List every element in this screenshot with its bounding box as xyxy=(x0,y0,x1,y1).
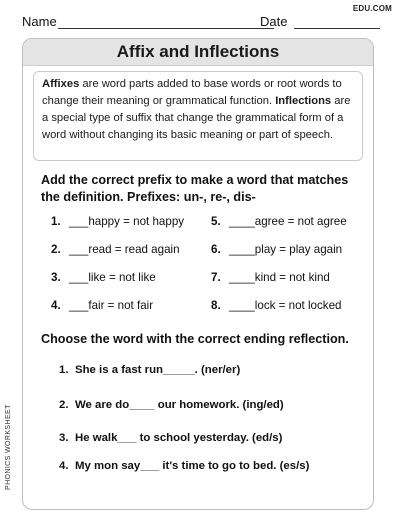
prefix-item xyxy=(51,299,153,312)
ending-item xyxy=(59,399,284,411)
prefix-item xyxy=(51,243,180,256)
prefix-item xyxy=(51,271,156,284)
item-number: 3. xyxy=(51,271,61,284)
brand-logo: EDU.COM xyxy=(352,4,392,13)
prefix-item xyxy=(211,299,341,312)
item-text: My mon say___ it's time to go to bed. (es/s) xyxy=(75,460,310,472)
item-number: 6. xyxy=(211,243,221,256)
item-number: 5. xyxy=(211,215,221,228)
item-number: 4. xyxy=(51,299,61,312)
ending-item xyxy=(59,364,240,376)
date-label: Date xyxy=(260,14,288,29)
prefix-item xyxy=(211,243,342,256)
name-label: Name xyxy=(22,14,57,29)
item-number: 1. xyxy=(51,215,61,228)
ending-item xyxy=(59,460,309,472)
name-line xyxy=(58,28,274,29)
item-text: ____agree = not agree xyxy=(229,215,347,228)
info-text-affixes: are word parts added to base words or root words to change their meaning or grammatical function. xyxy=(42,78,342,107)
item-number: 2. xyxy=(59,399,69,411)
item-text: ___fair = not fair xyxy=(69,299,154,312)
prefix-item xyxy=(211,215,347,228)
worksheet-title: Affix and Inflections xyxy=(23,39,373,66)
item-text: ____play = play again xyxy=(229,243,343,256)
item-text: She is a fast run_____. (ner/er) xyxy=(75,364,241,376)
item-text: ____lock = not locked xyxy=(229,299,342,312)
item-number: 2. xyxy=(51,243,61,256)
date-line xyxy=(294,28,380,29)
info-box xyxy=(33,71,363,161)
info-term-affixes: Affixes xyxy=(42,78,80,90)
ending-item xyxy=(59,432,282,444)
prefix-item xyxy=(211,271,330,284)
item-text: He walk___ to school yesterday. (ed/s) xyxy=(75,432,283,444)
header-row xyxy=(22,14,382,32)
info-term-inflections: Inflections xyxy=(275,95,332,107)
item-number: 1. xyxy=(59,364,69,376)
prefix-item xyxy=(51,215,184,228)
prefix-instruction: Add the correct prefix to make a word that matches the definition. Prefixes: un-, re-, dis- xyxy=(41,173,349,204)
item-number: 4. xyxy=(59,460,69,472)
worksheet-card xyxy=(22,38,374,510)
ending-instruction: Choose the word with the correct ending reflection. xyxy=(41,332,349,346)
item-text: We are do____ our homework. (ing/ed) xyxy=(75,399,284,411)
item-text: ___happy = not happy xyxy=(69,215,185,228)
item-number: 3. xyxy=(59,432,69,444)
info-text-inflections: are a special type of suffix that change the grammatical form of a word without changing its basic meaning or part of speech. xyxy=(42,95,351,141)
item-number: 7. xyxy=(211,271,221,284)
item-text: ____kind = not kind xyxy=(229,271,330,284)
side-label: PHONICS WORKSHEET xyxy=(5,404,12,490)
item-number: 8. xyxy=(211,299,221,312)
item-text: ___like = not like xyxy=(69,271,156,284)
item-text: ___read = read again xyxy=(69,243,180,256)
